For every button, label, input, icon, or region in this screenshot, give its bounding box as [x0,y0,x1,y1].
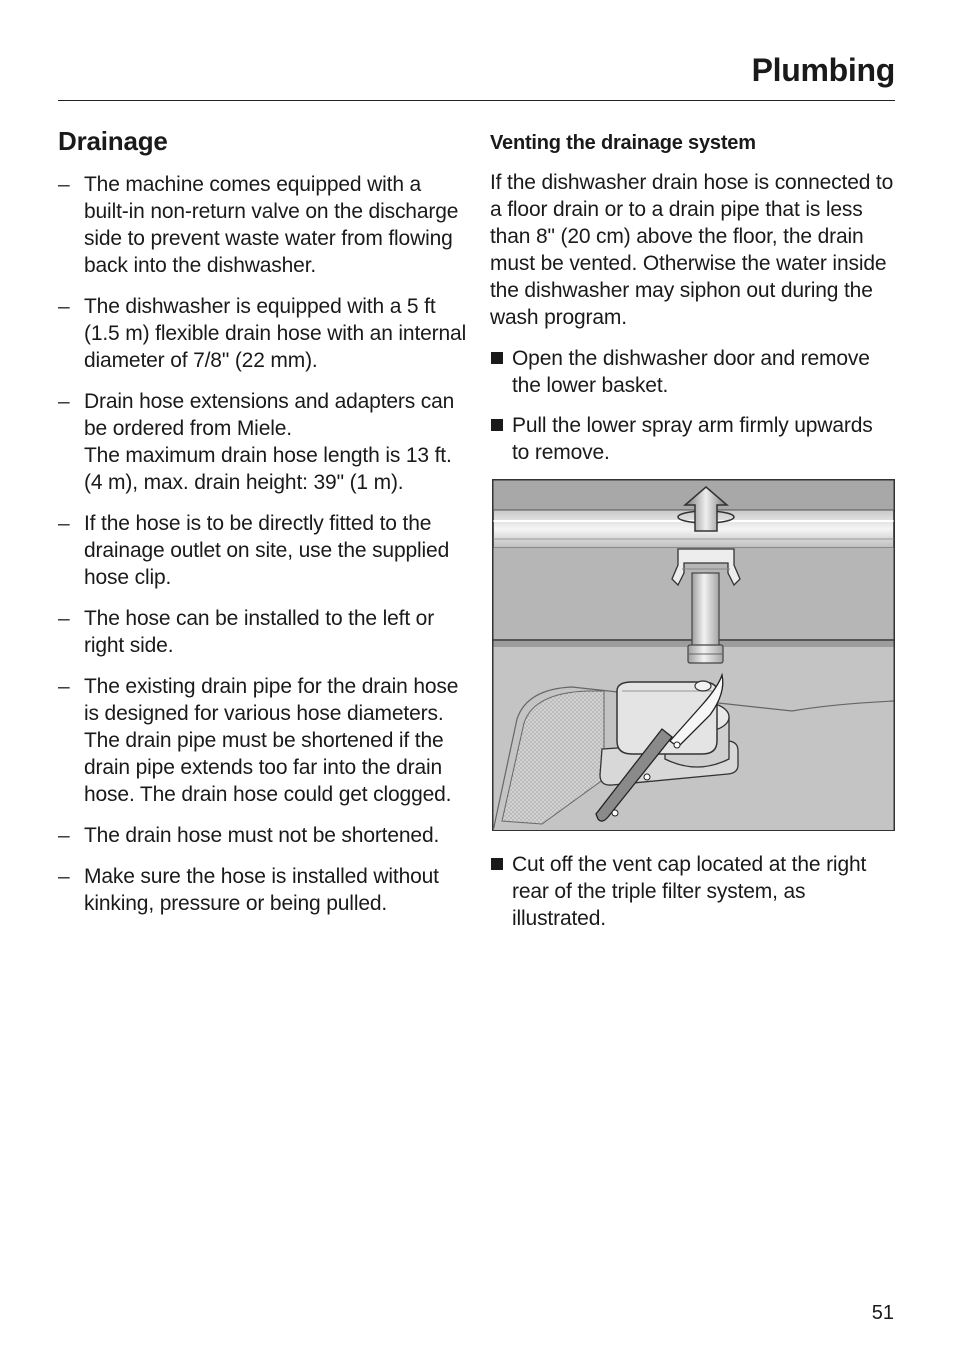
page-number: 51 [871,1302,894,1324]
dash-marker: – [58,173,70,196]
list-item [490,345,895,399]
dash-marker: – [58,390,70,413]
item-text: The maximum drain hose length is 13 ft. (4 m), max. drain height: 39" (1 m). [84,444,452,494]
item-text: The existing drain pipe for the drain hose is designed for various hose diameters. The drain pipe must be shortened if the drain pipe extends too far into the drain hose. The drain hose could get clogged. [84,675,459,806]
step-text: Pull the lower spray arm firmly upwards to remove. [512,414,873,464]
item-text: Drain hose extensions and adapters can be ordered from Miele. [84,390,455,440]
list-item [58,510,468,591]
venting-section [490,130,895,945]
header-rule [58,100,895,101]
dash-marker: – [58,512,70,535]
spray-arm-illustration [492,479,895,831]
venting-steps [490,345,895,466]
drainage-list [58,171,468,917]
list-item [490,412,895,466]
list-item [58,822,468,849]
item-text: If the hose is to be directly fitted to the drainage outlet on site, use the supplied hose clip. [84,512,450,589]
item-text: Make sure the hose is installed without kinking, pressure or being pulled. [84,865,439,915]
list-item [58,388,468,496]
dash-marker: – [58,295,70,318]
step-text: Open the dishwasher door and remove the lower basket. [512,347,870,397]
list-item [490,851,895,932]
item-text: The dishwasher is equipped with a 5 ft (1.5 m) flexible drain hose with an internal diameter of 7/8" (22 mm). [84,295,467,372]
list-item [58,863,468,917]
venting-steps-continued [490,851,895,932]
venting-heading: Venting the drainage system [490,132,756,154]
dash-marker: – [58,865,70,888]
item-text: The machine comes equipped with a built-in non-return valve on the discharge side to prevent waste water from flowing back into the dishwasher. [84,173,459,277]
step-text: Cut off the vent cap located at the right rear of the triple filter system, as illustrated. [512,853,867,930]
square-bullet-icon [491,352,503,364]
drainage-heading: Drainage [58,126,168,156]
list-item [58,605,468,659]
dash-marker: – [58,607,70,630]
list-item [58,673,468,808]
item-text: The drain hose must not be shortened. [84,824,440,847]
square-bullet-icon [491,419,503,431]
square-bullet-icon [491,858,503,870]
list-item [58,171,468,279]
page-header-title: Plumbing [751,52,895,88]
dash-marker: – [58,824,70,847]
item-text: The hose can be installed to the left or right side. [84,607,435,657]
drainage-section [58,124,468,931]
list-item [58,293,468,374]
venting-intro: If the dishwasher drain hose is connected to a floor drain or to a drain pipe that is less than 8" (20 cm) above the floor, the drain must be vented. Otherwise the water inside the dishwasher may siphon out during the wash program. [490,171,894,329]
dash-marker: – [58,675,70,698]
